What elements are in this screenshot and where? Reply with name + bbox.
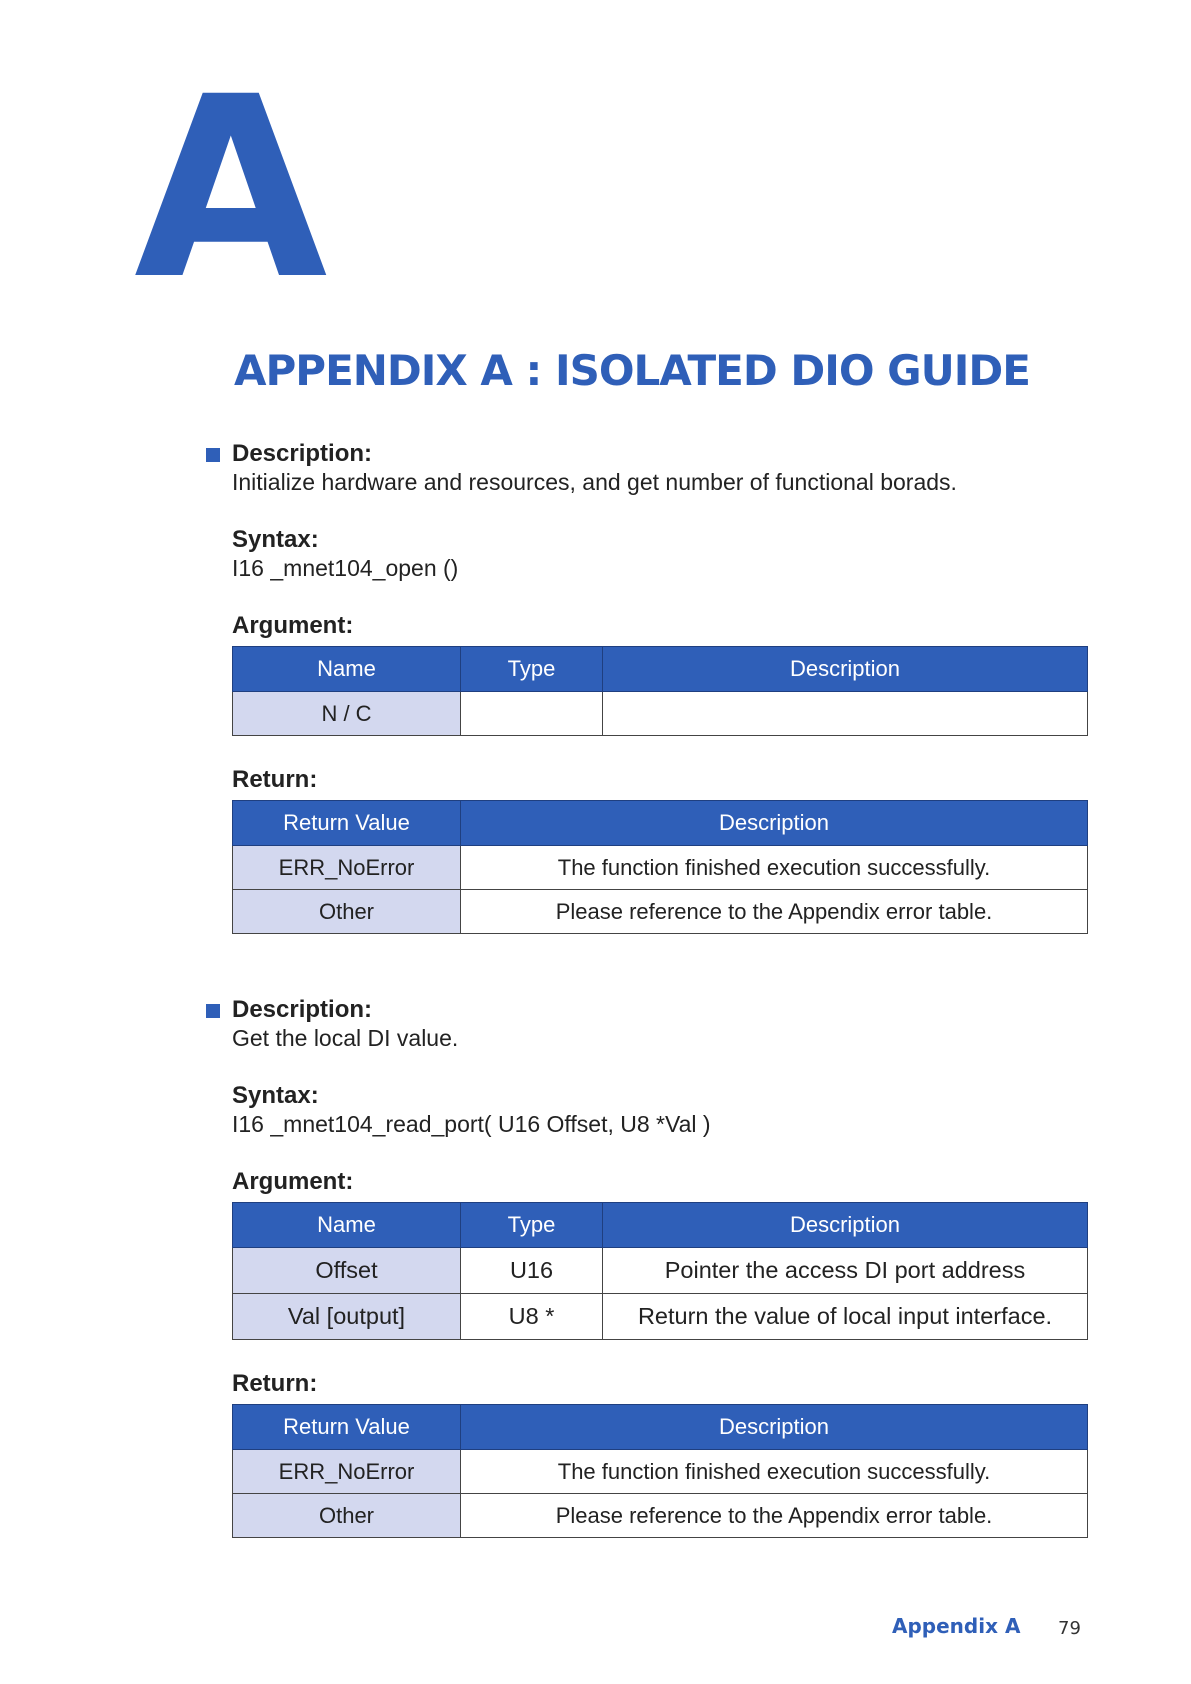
header-cell-description: Description: [461, 1405, 1088, 1450]
return-value-cell: ERR_NoError: [233, 846, 461, 890]
return-table: [232, 1404, 1088, 1538]
header-cell-type: Type: [461, 1203, 603, 1248]
table-row: [233, 692, 1088, 736]
table-row: [233, 890, 1088, 934]
syntax-text: I16 _mnet104_open (): [232, 555, 459, 581]
table-header-row: [233, 1405, 1088, 1450]
table-row: [233, 1294, 1088, 1340]
return-label: Return:: [232, 1370, 318, 1397]
page-number: 79: [1058, 1618, 1081, 1639]
footer-appendix-label: Appendix A: [892, 1614, 1021, 1638]
argument-description-cell: Pointer the access DI port address: [603, 1248, 1088, 1294]
argument-table: [232, 646, 1088, 736]
header-cell-description: Description: [603, 647, 1088, 692]
argument-description-cell: [603, 692, 1088, 736]
return-description-cell: Please reference to the Appendix error table.: [461, 1494, 1088, 1538]
syntax-label: Syntax:: [232, 526, 319, 553]
syntax-text: I16 _mnet104_read_port( U16 Offset, U8 *Val ): [232, 1111, 711, 1137]
header-cell-name: Name: [233, 647, 461, 692]
argument-label: Argument:: [232, 1168, 354, 1195]
description-label: Description:: [232, 440, 373, 467]
table-header-row: [233, 801, 1088, 846]
argument-name-cell: N / C: [233, 692, 461, 736]
return-label: Return:: [232, 766, 318, 793]
table-header-row: [233, 647, 1088, 692]
return-value-cell: Other: [233, 1494, 461, 1538]
header-cell-name: Name: [233, 1203, 461, 1248]
return-description-cell: Please reference to the Appendix error table.: [461, 890, 1088, 934]
header-cell-type: Type: [461, 647, 603, 692]
table-row: [233, 1248, 1088, 1294]
table-row: [233, 1494, 1088, 1538]
header-cell-return-value: Return Value: [233, 1405, 461, 1450]
argument-name-cell: Offset: [233, 1248, 461, 1294]
return-description-cell: The function finished execution successfully.: [461, 1450, 1088, 1494]
table-row: [233, 846, 1088, 890]
argument-type-cell: U16: [461, 1248, 603, 1294]
header-cell-description: Description: [461, 801, 1088, 846]
return-value-cell: Other: [233, 890, 461, 934]
table-header-row: [233, 1203, 1088, 1248]
argument-type-cell: [461, 692, 603, 736]
argument-name-cell: Val [output]: [233, 1294, 461, 1340]
syntax-label: Syntax:: [232, 1082, 319, 1109]
return-description-cell: The function finished execution successfully.: [461, 846, 1088, 890]
header-cell-description: Description: [603, 1203, 1088, 1248]
description-label: Description:: [232, 996, 373, 1023]
argument-description-cell: Return the value of local input interface.: [603, 1294, 1088, 1340]
page-title: APPENDIX A : ISOLATED DIO GUIDE: [234, 346, 1030, 395]
bullet-square-icon: [206, 448, 220, 462]
return-value-cell: ERR_NoError: [233, 1450, 461, 1494]
function-section-open: [232, 440, 1090, 934]
argument-table: [232, 1202, 1088, 1340]
header-cell-return-value: Return Value: [233, 801, 461, 846]
argument-type-cell: U8 *: [461, 1294, 603, 1340]
description-text: Initialize hardware and resources, and get number of functional borads.: [232, 469, 957, 495]
bullet-square-icon: [206, 1004, 220, 1018]
function-section-read-port: [232, 996, 1090, 1538]
argument-label: Argument:: [232, 612, 354, 639]
return-table: [232, 800, 1088, 934]
description-text: Get the local DI value.: [232, 1025, 459, 1051]
table-row: [233, 1450, 1088, 1494]
chapter-letter: A: [134, 43, 324, 334]
